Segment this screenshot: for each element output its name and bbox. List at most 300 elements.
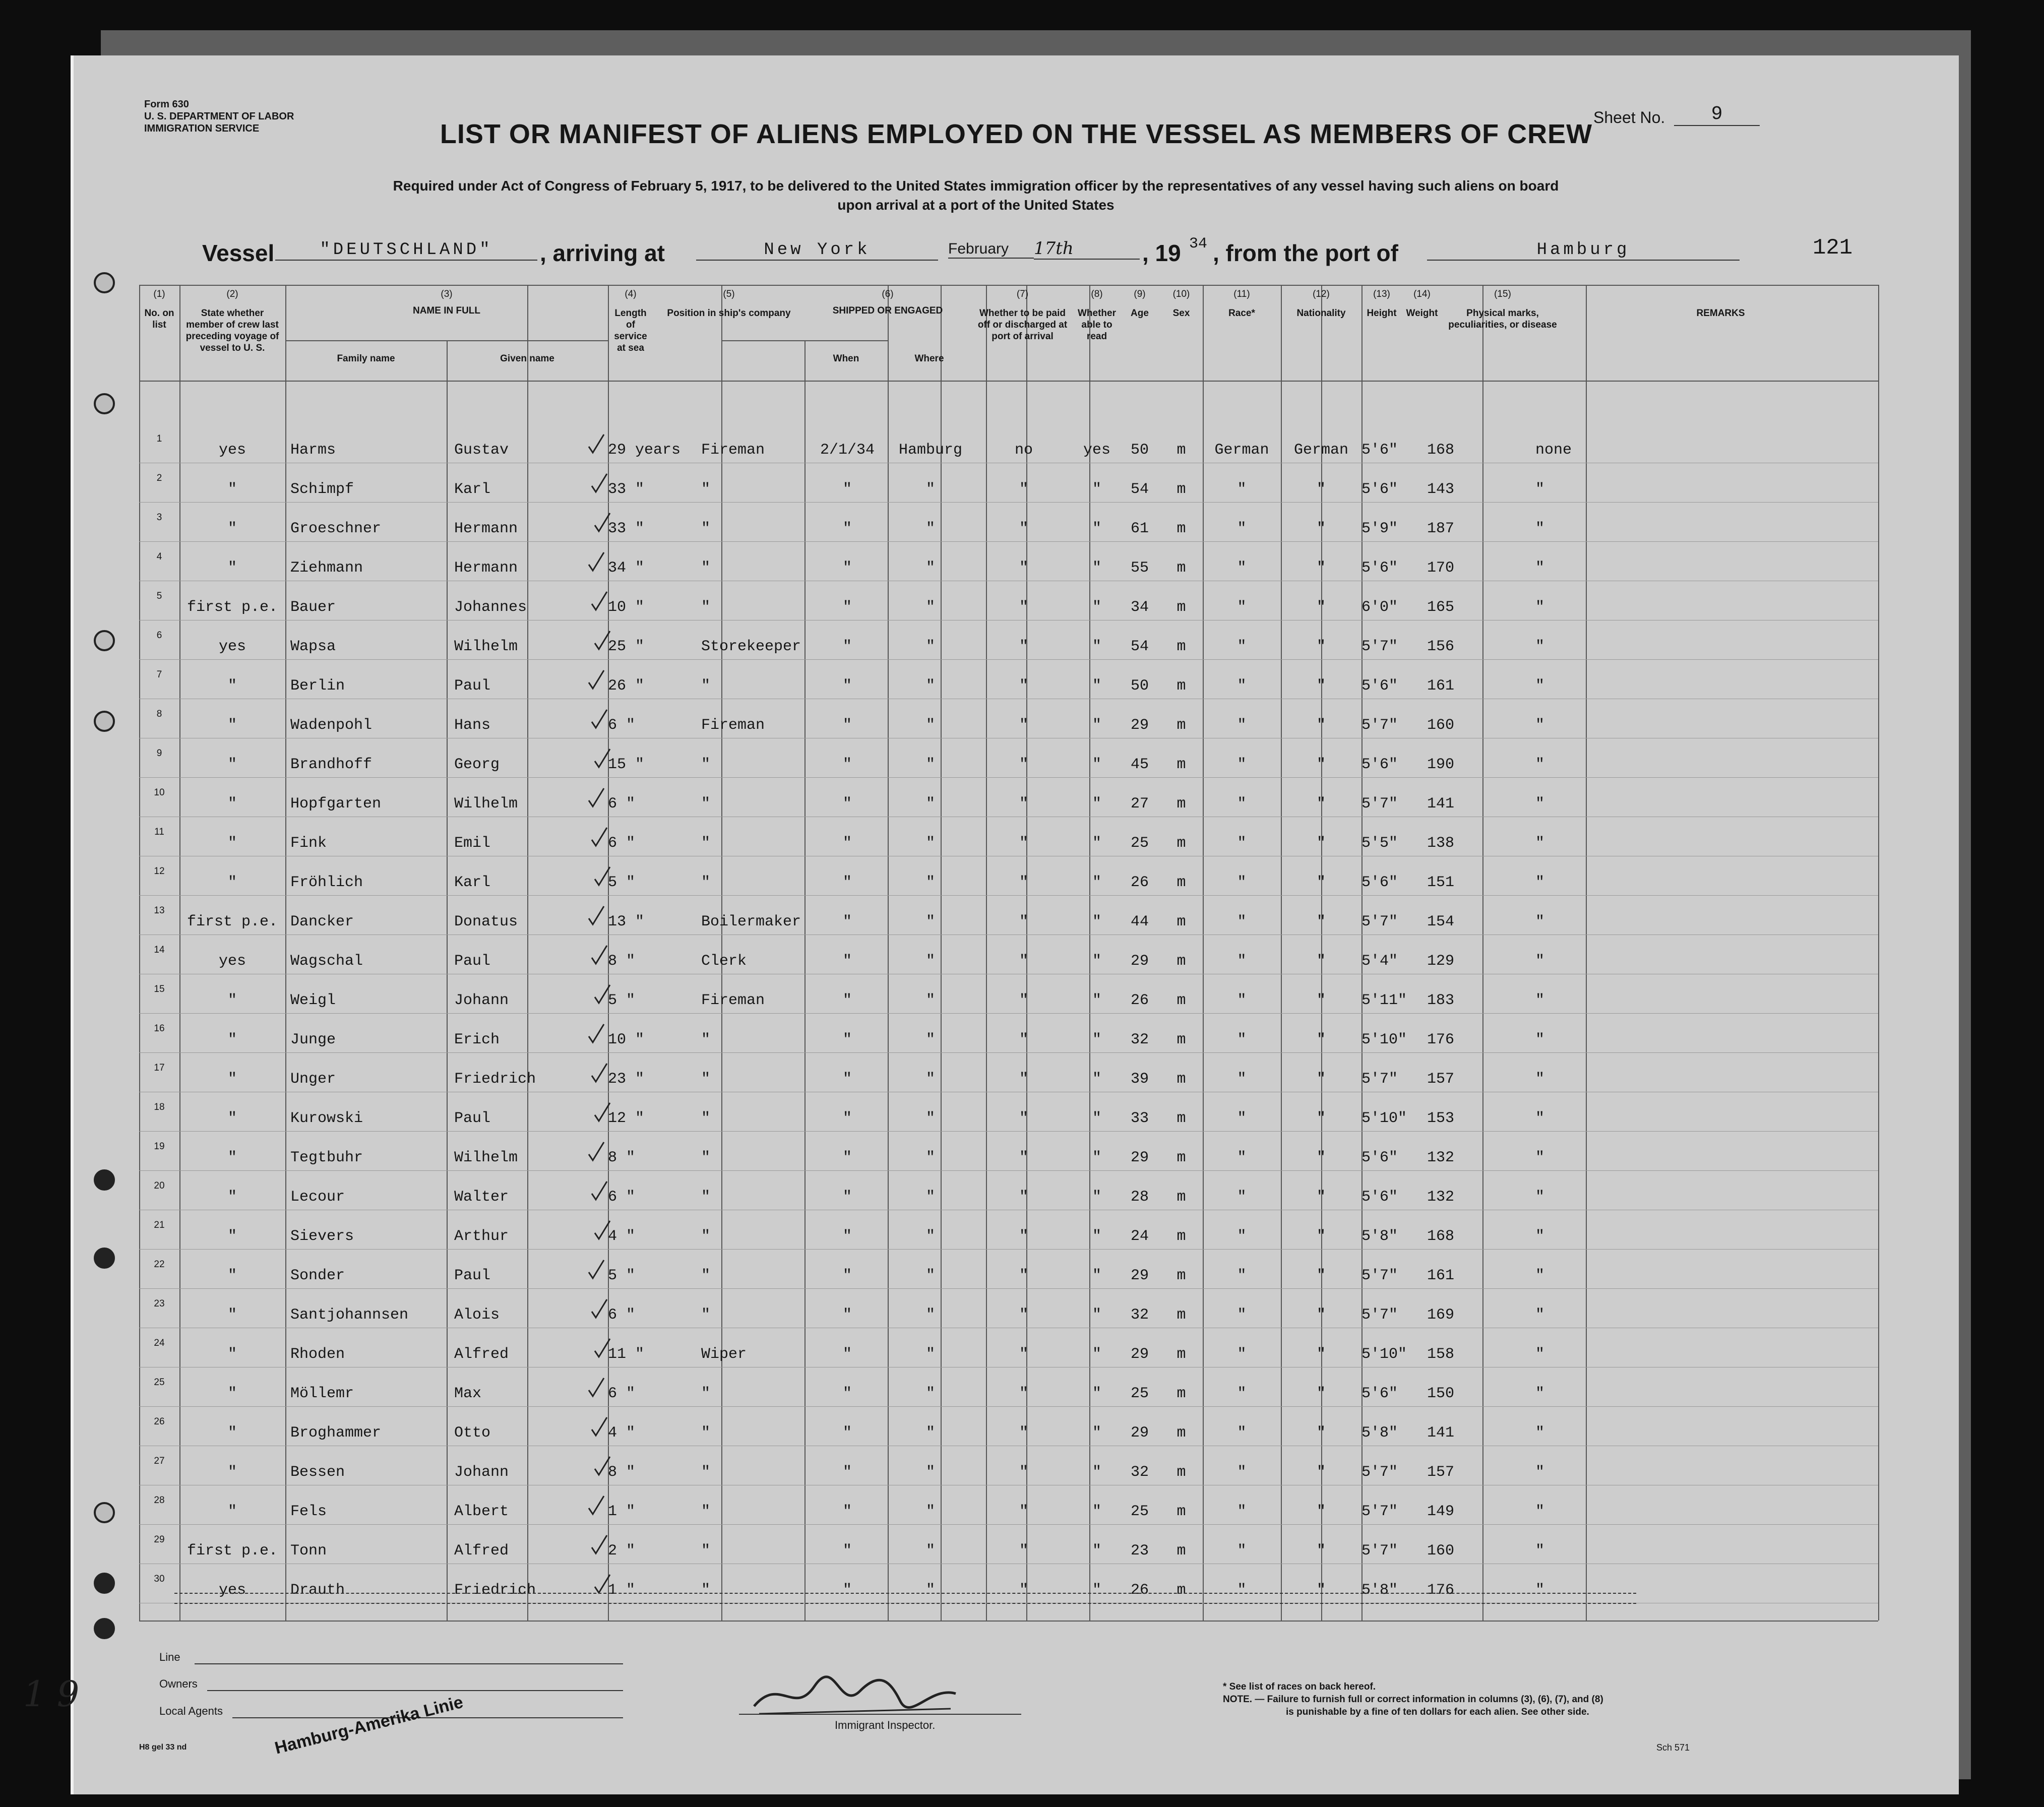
column-number: (15) [1494,289,1511,299]
height-cell: 5'7" [1361,717,1398,734]
weight-cell: 157 [1427,1464,1455,1481]
shipped-where-cell: " [925,1071,935,1088]
shipped-when-cell: " [842,835,852,852]
service-length-cell: 2 " [608,1542,636,1560]
vessel-label: Vessel [202,240,275,266]
row-number: 18 [154,1102,165,1112]
punch-hole-icon [94,272,115,293]
weight-cell: 143 [1427,481,1455,498]
family-name-cell: Kurowski [290,1110,363,1127]
table-header-border [139,381,1878,382]
sex-cell: m [1176,913,1186,930]
height-cell: 5'11" [1361,992,1407,1009]
physical-marks-cell: " [1535,1385,1545,1402]
given-name-cell: Walter [454,1189,509,1206]
punch-hole-icon [94,1618,115,1639]
age-cell: 32 [1130,1031,1149,1048]
check-mark-icon [591,591,608,612]
family-name-cell: Schimpf [290,481,354,498]
paid-off-cell: " [1019,992,1028,1009]
check-mark-icon [594,1338,611,1359]
race-cell: " [1237,1110,1247,1127]
age-cell: 29 [1130,1149,1149,1166]
able-to-read-cell: " [1092,1464,1101,1481]
position-cell: " [701,559,711,577]
sex-cell: m [1176,520,1186,537]
page-number: 121 [1813,235,1853,261]
able-to-read-cell: " [1092,756,1101,773]
position-cell: Fireman [701,717,765,734]
shipped-when-cell: " [842,677,852,695]
given-name-cell: Hans [454,717,491,734]
shipped-where-cell: " [925,1385,935,1402]
given-name-cell: Karl [454,481,491,498]
physical-marks-cell: " [1535,1346,1545,1363]
service-length-cell: 6 " [608,835,636,852]
sex-cell: m [1176,874,1186,891]
previous-voyage-cell: " [227,756,237,773]
paid-off-cell: " [1019,1110,1028,1127]
shipped-when-cell: " [842,1071,852,1088]
arrival-port: New York [696,240,938,261]
race-cell: " [1237,1071,1247,1088]
shipped-when-cell: " [842,1031,852,1048]
weight-cell: 160 [1427,717,1455,734]
row-number: 13 [154,905,165,916]
able-to-read-cell: " [1092,559,1101,577]
physical-marks-cell: " [1535,1424,1545,1442]
physical-marks-cell: " [1535,1110,1545,1127]
previous-voyage-cell: " [227,677,237,695]
age-cell: 28 [1130,1189,1149,1206]
check-mark-icon [594,512,611,533]
service-length-cell: 4 " [608,1424,636,1442]
check-mark-icon [591,1180,608,1202]
given-name-cell: Johann [454,992,509,1009]
position-cell: " [701,677,711,695]
column-number: (1) [153,289,165,299]
check-mark-icon [591,1063,608,1084]
vessel-name: "DEUTSCHLAND" [275,240,537,261]
check-mark-icon [591,1298,608,1320]
age-cell: 29 [1130,1346,1149,1363]
age-cell: 26 [1130,874,1149,891]
position-cell: " [701,481,711,498]
height-cell: 5'9" [1361,520,1398,537]
given-name-cell: Wilhelm [454,1149,518,1166]
position-cell: " [701,1306,711,1324]
previous-voyage-cell: first p.e. [187,913,278,930]
nationality-cell: " [1316,677,1326,695]
sex-cell: m [1176,756,1186,773]
race-cell: " [1237,481,1247,498]
height-cell: 5'7" [1361,913,1398,930]
shipped-when-cell: " [842,1149,852,1166]
shipped-when-cell: " [842,953,852,970]
physical-marks-cell: " [1535,1149,1545,1166]
column-header: REMARKS [1696,308,1745,319]
paid-off-cell: " [1019,1189,1028,1206]
check-mark-icon [588,1259,605,1280]
row-number: 10 [154,787,165,798]
race-cell: " [1237,1306,1247,1324]
service-length-cell: 1 " [608,1582,636,1599]
given-name-cell: Georg [454,756,500,773]
family-name-cell: Wagschal [290,953,363,970]
shipped-where-cell: " [925,520,935,537]
age-cell: 44 [1130,913,1149,930]
race-cell: " [1237,1267,1247,1284]
physical-marks-cell: " [1535,874,1545,891]
punch-hole-icon [94,630,115,651]
table-top-border [139,285,1878,286]
paid-off-cell: " [1019,1071,1028,1088]
able-to-read-cell: " [1092,1110,1101,1127]
able-to-read-cell: " [1092,520,1101,537]
shipped-when-cell: " [842,559,852,577]
weight-cell: 165 [1427,599,1455,616]
physical-marks-cell: " [1535,1542,1545,1560]
family-name-cell: Santjohannsen [290,1306,409,1324]
position-cell: " [701,1267,711,1284]
race-cell: " [1237,913,1247,930]
shipped-where-cell: " [925,1424,935,1442]
race-cell: " [1237,559,1247,577]
given-name-cell: Otto [454,1424,491,1442]
column-header: NAME IN FULL [412,305,481,316]
previous-voyage-cell: " [227,1424,237,1442]
family-name-cell: Tegtbuhr [290,1149,363,1166]
shipped-where-cell: " [925,992,935,1009]
shipped-when-cell: " [842,756,852,773]
given-name-cell: Erich [454,1031,500,1048]
nationality-cell: " [1316,1424,1326,1442]
note-line-2: is punishable by a fine of ten dollars for each alien. See other side. [1286,1707,1589,1717]
given-name-cell: Paul [454,1110,491,1127]
row-number: 9 [156,748,162,759]
row-number: 23 [154,1298,165,1309]
sex-cell: m [1176,1503,1186,1520]
height-cell: 5'7" [1361,1306,1398,1324]
position-cell: " [701,520,711,537]
column-number: (3) [441,289,453,299]
weight-cell: 138 [1427,835,1455,852]
row-number: 21 [154,1220,165,1230]
column-header: Position in ship's company [667,308,791,319]
row-rule [139,934,1878,935]
service-length-cell: 26 " [608,677,645,695]
column-header: Weight [1406,308,1438,319]
position-cell: Storekeeper [701,638,801,655]
row-number: 20 [154,1180,165,1191]
weight-cell: 169 [1427,1306,1455,1324]
nationality-cell: " [1316,913,1326,930]
weight-cell: 190 [1427,756,1455,773]
family-name-cell: Rhoden [290,1346,345,1363]
height-cell: 5'7" [1361,795,1398,813]
family-name-cell: Fels [290,1503,327,1520]
race-cell: " [1237,599,1247,616]
column-header: SHIPPED OR ENGAGED [832,305,943,316]
height-cell: 5'7" [1361,638,1398,655]
able-to-read-cell: " [1092,1424,1101,1442]
service-length-cell: 4 " [608,1228,636,1245]
physical-marks-cell: " [1535,1031,1545,1048]
race-cell: " [1237,638,1247,655]
sheet-number-value: 9 [1674,103,1760,126]
height-cell: 5'10" [1361,1346,1407,1363]
paid-off-cell: " [1019,1385,1028,1402]
paid-off-cell: " [1019,756,1028,773]
able-to-read-cell: " [1092,1503,1101,1520]
shipped-where-cell: " [925,1031,935,1048]
age-cell: 54 [1130,481,1149,498]
shipped-where-cell: " [925,1542,935,1560]
column-header: Whether to be paid off or discharged at port of arrival [977,308,1068,342]
physical-marks-cell: " [1535,481,1545,498]
race-cell: " [1237,953,1247,970]
check-mark-icon [594,1102,611,1123]
row-number: 22 [154,1259,165,1270]
height-cell: 5'7" [1361,1503,1398,1520]
height-cell: 5'7" [1361,1071,1398,1088]
punch-hole-icon [94,1573,115,1594]
given-name-cell: Gustav [454,442,509,459]
previous-voyage-cell: yes [218,953,246,970]
age-cell: 50 [1130,677,1149,695]
height-cell: 5'8" [1361,1424,1398,1442]
height-cell: 5'6" [1361,559,1398,577]
nationality-cell: " [1316,1149,1326,1166]
paid-off-cell: " [1019,835,1028,852]
service-length-cell: 5 " [608,992,636,1009]
race-cell: " [1237,1189,1247,1206]
physical-marks-cell: " [1535,717,1545,734]
race-cell: " [1237,1228,1247,1245]
family-name-cell: Dancker [290,913,354,930]
sheet-number-label: Sheet No. [1593,108,1665,127]
row-rule [139,1170,1878,1171]
shipped-when-cell: " [842,1464,852,1481]
given-name-cell: Alfred [454,1542,509,1560]
position-cell: " [701,1110,711,1127]
check-mark-icon [591,473,608,494]
race-cell: " [1237,717,1247,734]
punch-hole-icon [94,1502,115,1523]
end-of-list-dashes [174,1603,1636,1604]
check-mark-icon [591,945,608,966]
sex-cell: m [1176,1542,1186,1560]
page-subtitle [295,176,1656,215]
position-cell: " [701,1542,711,1560]
column-subheader: Family name [337,353,395,364]
position-cell: " [701,1582,711,1599]
paid-off-cell: " [1019,520,1028,537]
family-name-cell: Bauer [290,599,336,616]
previous-voyage-cell: yes [218,1582,246,1599]
position-cell: " [701,756,711,773]
service-length-cell: 8 " [608,1149,636,1166]
service-length-cell: 33 " [608,520,645,537]
service-length-cell: 5 " [608,874,636,891]
given-name-cell: Hermann [454,520,518,537]
able-to-read-cell: " [1092,1189,1101,1206]
column-header: Sex [1172,308,1190,319]
shipped-where-cell: " [925,1503,935,1520]
punch-hole-icon [94,1248,115,1269]
check-mark-icon [588,905,605,926]
service-length-cell: 8 " [608,1464,636,1481]
row-rule [139,541,1878,542]
sex-cell: m [1176,442,1186,459]
family-name-cell: Wapsa [290,638,336,655]
physical-marks-cell: " [1535,1267,1545,1284]
row-number: 19 [154,1141,165,1152]
nationality-cell: " [1316,1306,1326,1324]
able-to-read-cell: " [1092,717,1101,734]
physical-marks-cell: " [1535,599,1545,616]
shipped-when-cell: " [842,717,852,734]
row-number: 26 [154,1416,165,1427]
shipped-where-cell: " [925,559,935,577]
sex-cell: m [1176,1071,1186,1088]
service-length-cell: 1 " [608,1503,636,1520]
able-to-read-cell: " [1092,1542,1101,1560]
previous-voyage-cell: yes [218,638,246,655]
age-cell: 55 [1130,559,1149,577]
previous-voyage-cell: " [227,1306,237,1324]
check-mark-icon [591,827,608,848]
service-length-cell: 6 " [608,1306,636,1324]
paid-off-cell: " [1019,1582,1028,1599]
position-cell: " [701,874,711,891]
nationality-cell: " [1316,1582,1326,1599]
nationality-cell: " [1316,1031,1326,1048]
row-rule [139,1406,1878,1407]
column-number: (14) [1413,289,1431,299]
shipped-when-cell: " [842,992,852,1009]
shipped-when-cell: " [842,638,852,655]
height-cell: 5'5" [1361,835,1398,852]
shipped-when-cell: " [842,1582,852,1599]
paid-off-cell: " [1019,559,1028,577]
position-cell: " [701,835,711,852]
age-cell: 54 [1130,638,1149,655]
height-cell: 5'8" [1361,1228,1398,1245]
able-to-read-cell: " [1092,1267,1101,1284]
shipped-where-cell: " [925,874,935,891]
shipped-when-cell: " [842,874,852,891]
column-number: (8) [1091,289,1103,299]
subcolumn-divider [447,340,448,1621]
shipped-when-cell: " [842,1306,852,1324]
sex-cell: m [1176,1346,1186,1363]
family-name-cell: Ziehmann [290,559,363,577]
row-number: 15 [154,984,165,994]
physical-marks-cell: " [1535,835,1545,852]
sex-cell: m [1176,835,1186,852]
position-cell: " [701,1031,711,1048]
age-cell: 39 [1130,1071,1149,1088]
shipped-when-cell: " [842,599,852,616]
able-to-read-cell: " [1092,677,1101,695]
paid-off-cell: " [1019,481,1028,498]
year-suffix: 34 [1189,235,1208,253]
column-header: Age [1131,308,1149,319]
service-length-cell: 6 " [608,1385,636,1402]
shipped-subheader-rule [721,340,888,341]
weight-cell: 158 [1427,1346,1455,1363]
punch-hole-icon [94,711,115,732]
physical-marks-cell: " [1535,1582,1545,1599]
given-name-cell: Albert [454,1503,509,1520]
service-length-cell: 10 " [608,1031,645,1048]
nationality-cell: " [1316,1464,1326,1481]
column-header: No. on list [144,308,174,330]
paid-off-cell: " [1019,913,1028,930]
sex-cell: m [1176,559,1186,577]
family-name-cell: Drauth [290,1582,345,1599]
age-cell: 25 [1130,1503,1149,1520]
able-to-read-cell: " [1092,1346,1101,1363]
height-cell: 5'6" [1361,442,1398,459]
column-number: (5) [723,289,735,299]
punch-hole-icon [94,393,115,414]
previous-voyage-cell: " [227,992,237,1009]
previous-voyage-cell: " [227,874,237,891]
position-cell: Clerk [701,953,747,970]
weight-cell: 153 [1427,1110,1455,1127]
year-prefix: , 19 [1142,240,1181,266]
position-cell: " [701,1424,711,1442]
row-number: 2 [156,473,162,483]
service-length-cell: 33 " [608,481,645,498]
age-cell: 23 [1130,1542,1149,1560]
height-cell: 5'6" [1361,1385,1398,1402]
row-number: 24 [154,1338,165,1348]
shipped-where-cell: " [925,599,935,616]
inspector-underline [739,1714,1021,1715]
race-cell: " [1237,1346,1247,1363]
family-name-cell: Junge [290,1031,336,1048]
row-rule [139,1052,1878,1053]
arrival-day: 17th [1034,238,1140,260]
age-cell: 50 [1130,442,1149,459]
position-cell: " [701,795,711,813]
print-code: H8 gel 33 nd [139,1743,187,1752]
given-name-cell: Wilhelm [454,795,518,813]
paid-off-cell: " [1019,1346,1028,1363]
able-to-read-cell: " [1092,1385,1101,1402]
departure-port: Hamburg [1427,240,1740,261]
check-mark-icon [594,1456,611,1477]
row-number: 28 [154,1495,165,1506]
weight-cell: 176 [1427,1582,1455,1599]
age-cell: 34 [1130,599,1149,616]
able-to-read-cell: yes [1083,442,1110,459]
table-column-divider [1281,285,1282,1621]
family-name-cell: Wadenpohl [290,717,373,734]
column-number: (9) [1134,289,1146,299]
service-length-cell: 11 " [608,1346,645,1363]
family-name-cell: Sievers [290,1228,354,1245]
arriving-label: , arriving at [540,240,665,266]
weight-cell: 156 [1427,638,1455,655]
physical-marks-cell: " [1535,559,1545,577]
age-cell: 61 [1130,520,1149,537]
nationality-cell: " [1316,953,1326,970]
check-mark-icon [588,1141,605,1162]
